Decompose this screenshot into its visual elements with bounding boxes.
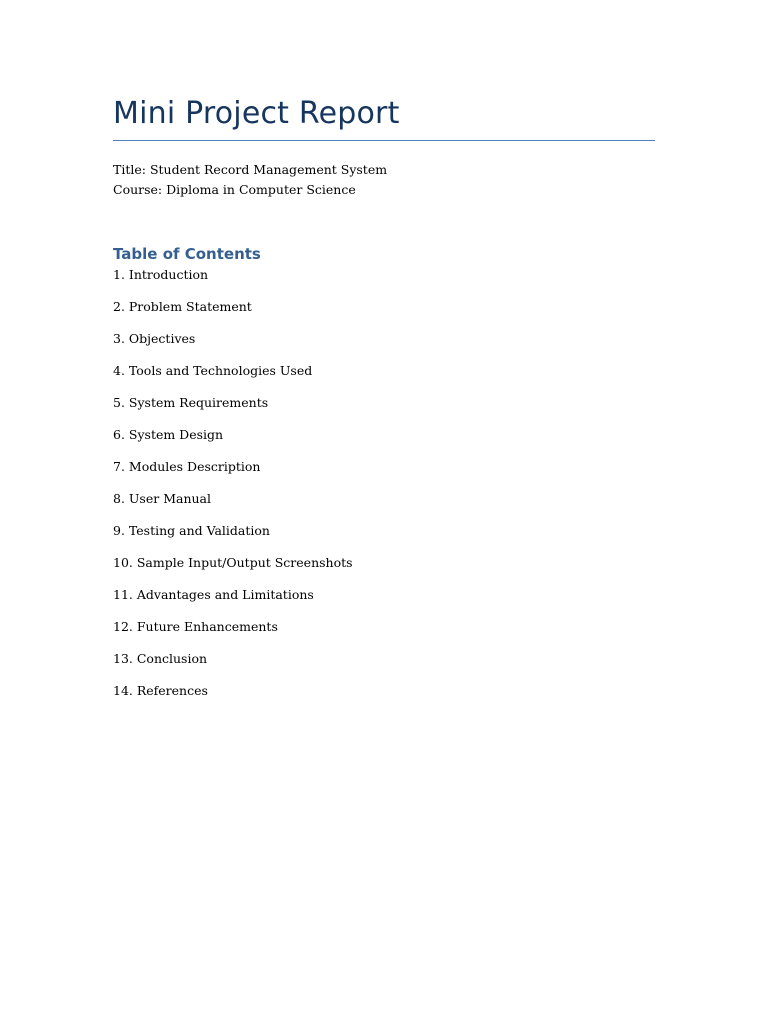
toc-item: 10. Sample Input/Output Screenshots — [113, 555, 353, 570]
toc-item: 9. Testing and Validation — [113, 523, 270, 538]
meta-title-line: Title: Student Record Management System — [113, 162, 388, 177]
toc-item: 14. References — [113, 683, 208, 698]
toc-item: 1. Introduction — [113, 267, 209, 282]
toc-item: 11. Advantages and Limitations — [113, 587, 314, 602]
toc-item: 12. Future Enhancements — [113, 619, 278, 634]
title-divider — [113, 140, 655, 141]
toc-item: 6. System Design — [113, 427, 224, 442]
document-page — [113, 96, 655, 715]
toc-item: 3. Objectives — [113, 331, 196, 346]
toc-item: 5. System Requirements — [113, 395, 269, 410]
document-meta — [113, 160, 655, 200]
document-title: Mini Project Report — [113, 96, 400, 131]
meta-course-line: Course: Diploma in Computer Science — [113, 182, 356, 197]
toc-item: 13. Conclusion — [113, 651, 208, 666]
toc-heading: Table of Contents — [113, 245, 261, 263]
toc-item: 7. Modules Description — [113, 459, 261, 474]
toc-list — [113, 267, 655, 715]
toc-item: 2. Problem Statement — [113, 299, 252, 314]
toc-item: 8. User Manual — [113, 491, 211, 506]
toc-item: 4. Tools and Technologies Used — [113, 363, 313, 378]
